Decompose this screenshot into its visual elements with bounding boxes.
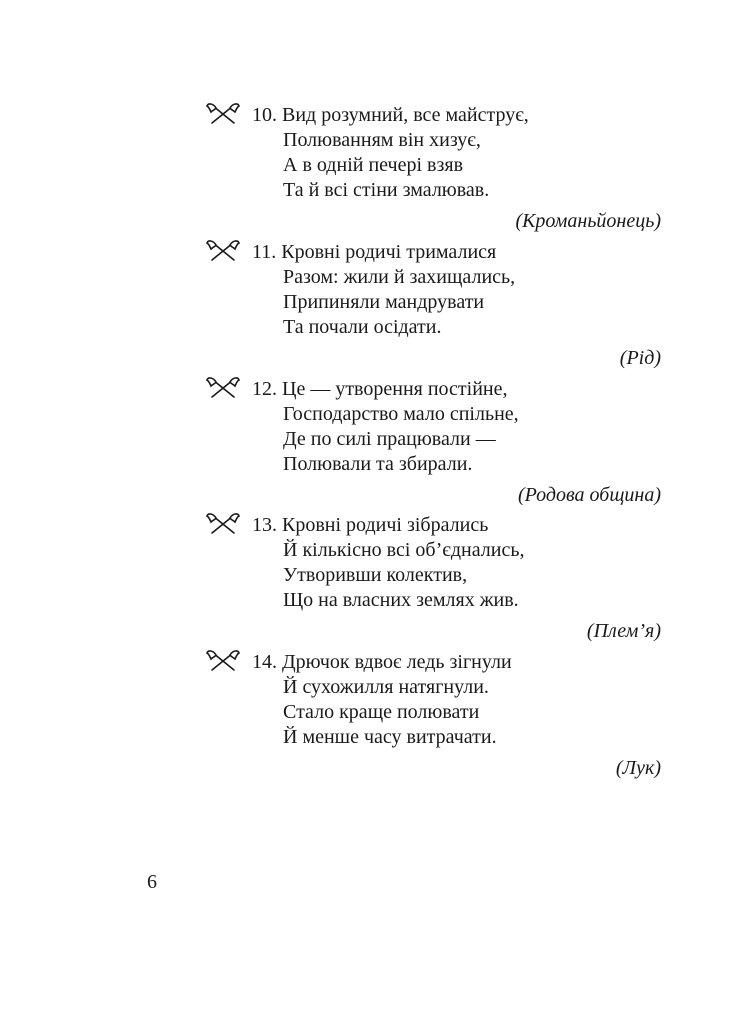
riddle-line: Припиняли мандрувати xyxy=(283,291,485,313)
riddle-line: Разом: жили й захищались, xyxy=(283,266,516,288)
riddle-answer: (Кроманьйонець) xyxy=(515,210,661,232)
page-number: 6 xyxy=(147,871,157,893)
riddle-line: Господарство мало спільне, xyxy=(283,403,519,425)
riddle-line: 12. Це — утворення постійне, xyxy=(252,378,508,400)
riddle-line: Та почали осідати. xyxy=(283,316,442,338)
riddle-answer: (Лук) xyxy=(615,757,661,779)
riddle-line: Полювали та збирали. xyxy=(283,453,473,475)
riddle-line: Полюванням він хизує, xyxy=(283,129,481,151)
riddle-line: 14. Дрючок вдвоє ледь зігнули xyxy=(252,651,512,673)
riddle-line: Де по силі працювали — xyxy=(283,428,496,450)
riddle-line: 11. Кровні родичі трималися xyxy=(252,241,497,263)
riddle-line: 13. Кровні родичі зібрались xyxy=(252,514,489,536)
riddle-line: Й кількісно всі об’єднались, xyxy=(283,539,525,561)
crossed-axes-icon xyxy=(206,649,240,673)
crossed-axes-icon xyxy=(206,376,240,400)
riddle-line: 10. Вид розумний, все майструє, xyxy=(252,104,529,126)
crossed-axes-icon xyxy=(206,102,240,126)
crossed-axes-icon xyxy=(206,512,240,536)
riddle-answer: (Рід) xyxy=(619,347,661,369)
riddle-line: Та й всі стіни змалював. xyxy=(283,179,490,201)
riddle-line: Утворивши колектив, xyxy=(283,564,468,586)
riddle-line: А в одній печері взяв xyxy=(283,154,464,176)
riddle-answer: (Плем’я) xyxy=(586,620,661,642)
riddle-line: Що на власних землях жив. xyxy=(283,589,519,611)
riddle-answer: (Родова община) xyxy=(517,484,661,506)
riddle-line: Стало краще полювати xyxy=(283,701,480,723)
riddle-line: Й сухожилля натягнули. xyxy=(283,676,489,698)
riddle-line: Й менше часу витрачати. xyxy=(283,726,497,748)
crossed-axes-icon xyxy=(206,239,240,263)
